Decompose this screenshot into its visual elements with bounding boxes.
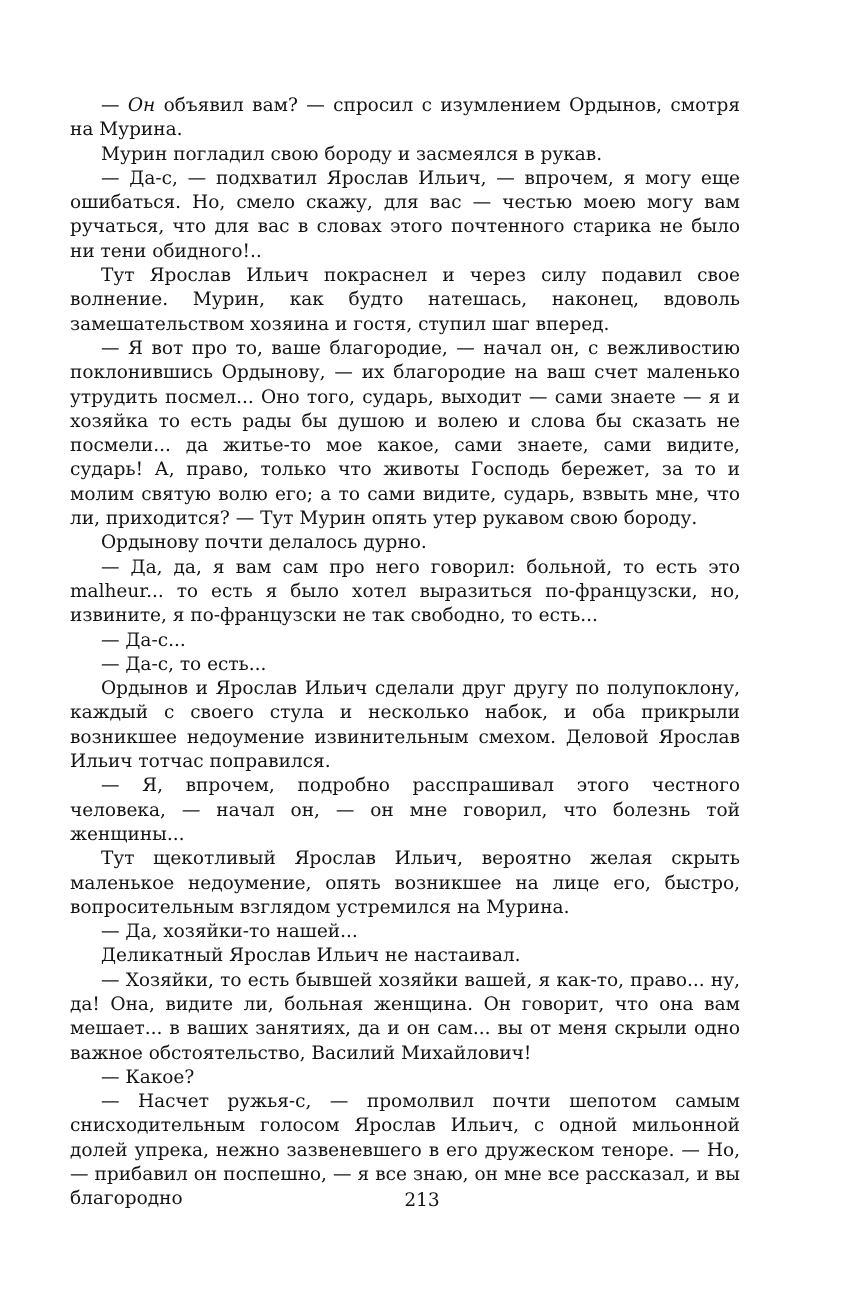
paragraph-12: Тут щекотливый Ярослав Ильич, вероятно желая скрыть маленькое недоумение, опять возникшее на лице его, быстро, вопросительным взглядом устремился на Мурина.	[70, 848, 740, 918]
paragraph-3: — Да-с, — подхватил Ярослав Ильич, — впрочем, я могу еще ошибаться. Но, смело скажу, для вас — честью моею могу вам ручаться, что для вас в словах этого почтенного старика не было ни тени обидного!..	[70, 167, 740, 262]
paragraph-1-lead: —	[101, 95, 128, 116]
paragraph-16: — Какое?	[101, 1066, 195, 1088]
paragraph-2: Мурин погладил свою бороду и засмеялся в рукав.	[101, 143, 603, 165]
paragraph-4: Тут Ярослав Ильич покраснел и через силу подавил свое волнение. Мурин, как будто натешась, наконец, вдоволь замешательством хозяина и гостя, ступил шаг вперед.	[70, 265, 740, 335]
page-number: 213	[404, 1190, 440, 1211]
paragraph-13: — Да, хозяйки-то нашей...	[101, 921, 358, 943]
paragraph-5: — Я вот про то, ваше благородие, — начал он, с вежливостию поклонившись Ордынову, — их благородие на ваш счет маленько утрудить посмел... Оно того, сударь, выходит — сами знаете — я и хозяйка то есть рады бы душою и волею и слова бы сказать не посмели... да житье-то мое какое, сами знаете, сами видите, сударь! А, право, только что животы Господь бережет, за то и молим святую волю его; а то сами видите, сударь, взвыть мне, что ли, приходится? — Тут Мурин опять утер рукавом свою бороду.	[70, 337, 740, 530]
paragraph-6: Ордынову почти делалось дурно.	[101, 532, 427, 554]
paragraph-10: Ордынов и Ярослав Ильич сделали друг другу по полупоклону, каждый с своего стула и несколько набок, и оба прикрыли возникшее недоумение извинительным смехом. Деловой Ярослав Ильич тотчас поправился.	[70, 678, 740, 773]
paragraph-17: — Насчет ружья-с, — промолвил почти шепотом самым снисходительным голосом Ярослав Ильич, с одной мильонной долей упрека, нежно зазвеневшего в его дружеском теноре. — Но, — прибавил он поспешно, — я все знаю, он мне все рассказал, и вы благородно	[70, 1091, 740, 1210]
paragraph-8: — Да-с...	[101, 629, 186, 651]
paragraph-15: — Хозяйки, то есть бывшей хозяйки вашей, я как-то, право... ну, да! Она, видите ли, больная женщина. Он говорит, что она вам мешает... в ваших занятиях, да и он сам... вы от меня скрыли одно важное обстоятельство, Василий Михайлович!	[70, 969, 740, 1064]
paragraph-1-emphasis: Он	[127, 95, 156, 116]
paragraph-11: — Я, впрочем, подробно расспрашивал этого честного человека, — начал он, — он мне говорил, что болезнь той женщины...	[70, 775, 740, 845]
page-text	[70, 94, 740, 1212]
paragraph-9: — Да-с, то есть...	[101, 653, 267, 675]
paragraph-1-text: объявил вам? — спросил с изумлением Ордынов, смотря на Мурина.	[70, 95, 740, 141]
paragraph-1	[70, 94, 740, 143]
paragraph-14: Деликатный Ярослав Ильич не настаивал.	[101, 945, 521, 967]
paragraph-7: — Да, да, я вам сам про него говорил: больной, то есть это malheur... то есть я было хотел выразиться по-французски, но, извините, я по-французски не так свободно, то есть...	[70, 556, 740, 627]
